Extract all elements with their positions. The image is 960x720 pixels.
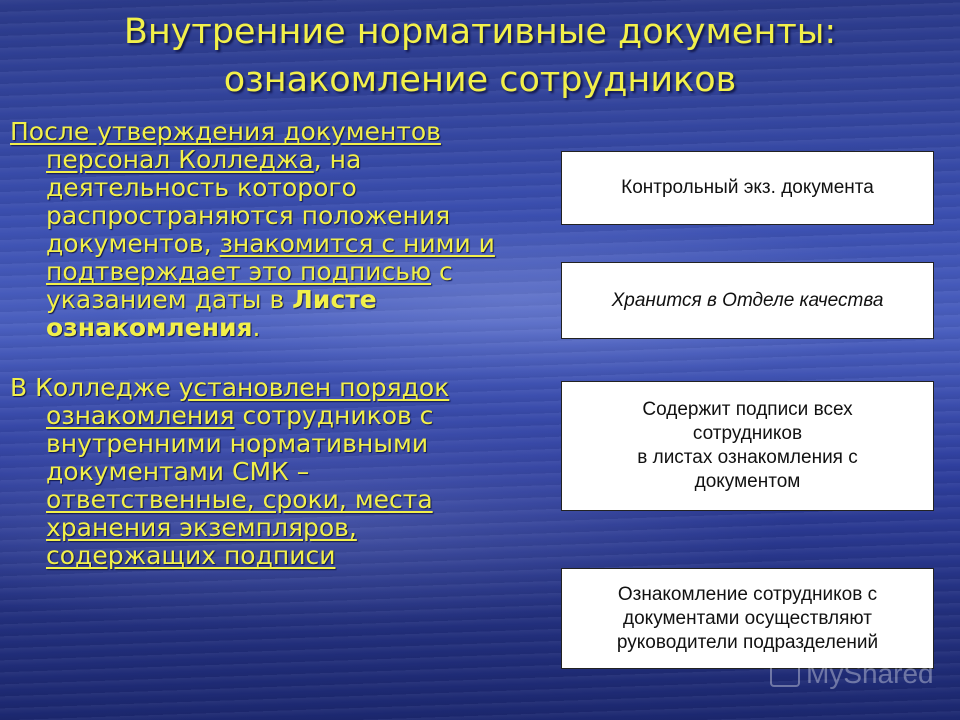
responsibles-underlined-text: ответственные, сроки, места хранения экземпляров, содержащих подписи [46,485,433,570]
approval-underlined-text: После утверждения документов персонал Колледжа [10,117,441,174]
watermark-text: MyShared [806,658,934,689]
procedure-underlined-text: установлен порядок ознакомления [46,373,450,430]
approval-text: , на деятельность которого распространяются положения документов, [46,145,451,258]
date-text: с указанием даты в [46,257,453,314]
responsibility-box: Ознакомление сотрудников с документами осуществляют руководители подразделений [561,568,934,669]
slide-title-line1: Внутренние нормативные документы: [123,12,837,52]
employees-text: сотрудников с внутренними нормативными документами СМК – [46,401,434,486]
slide-title [0,8,960,104]
left-text-block [10,118,510,570]
acknowledge-underlined-text: знакомится с ними и подтверждает это подписью [46,229,495,286]
college-text: В Колледже [10,373,179,402]
signatures-box: Содержит подписи всех сотрудников в листах ознакомления с документом [561,381,934,511]
storage-box: Хранится в Отделе качества [561,262,934,339]
slide-title-line2: ознакомление сотрудников [223,60,737,100]
presentation-icon [770,661,800,687]
period-text: . [252,313,261,342]
acknowledgement-sheet-text: Листе ознакомления [46,285,377,342]
paragraph-approval [10,118,510,342]
control-copy-box: Контрольный экз. документа [561,151,934,225]
watermark [770,658,934,690]
paragraph-procedure [10,374,510,570]
